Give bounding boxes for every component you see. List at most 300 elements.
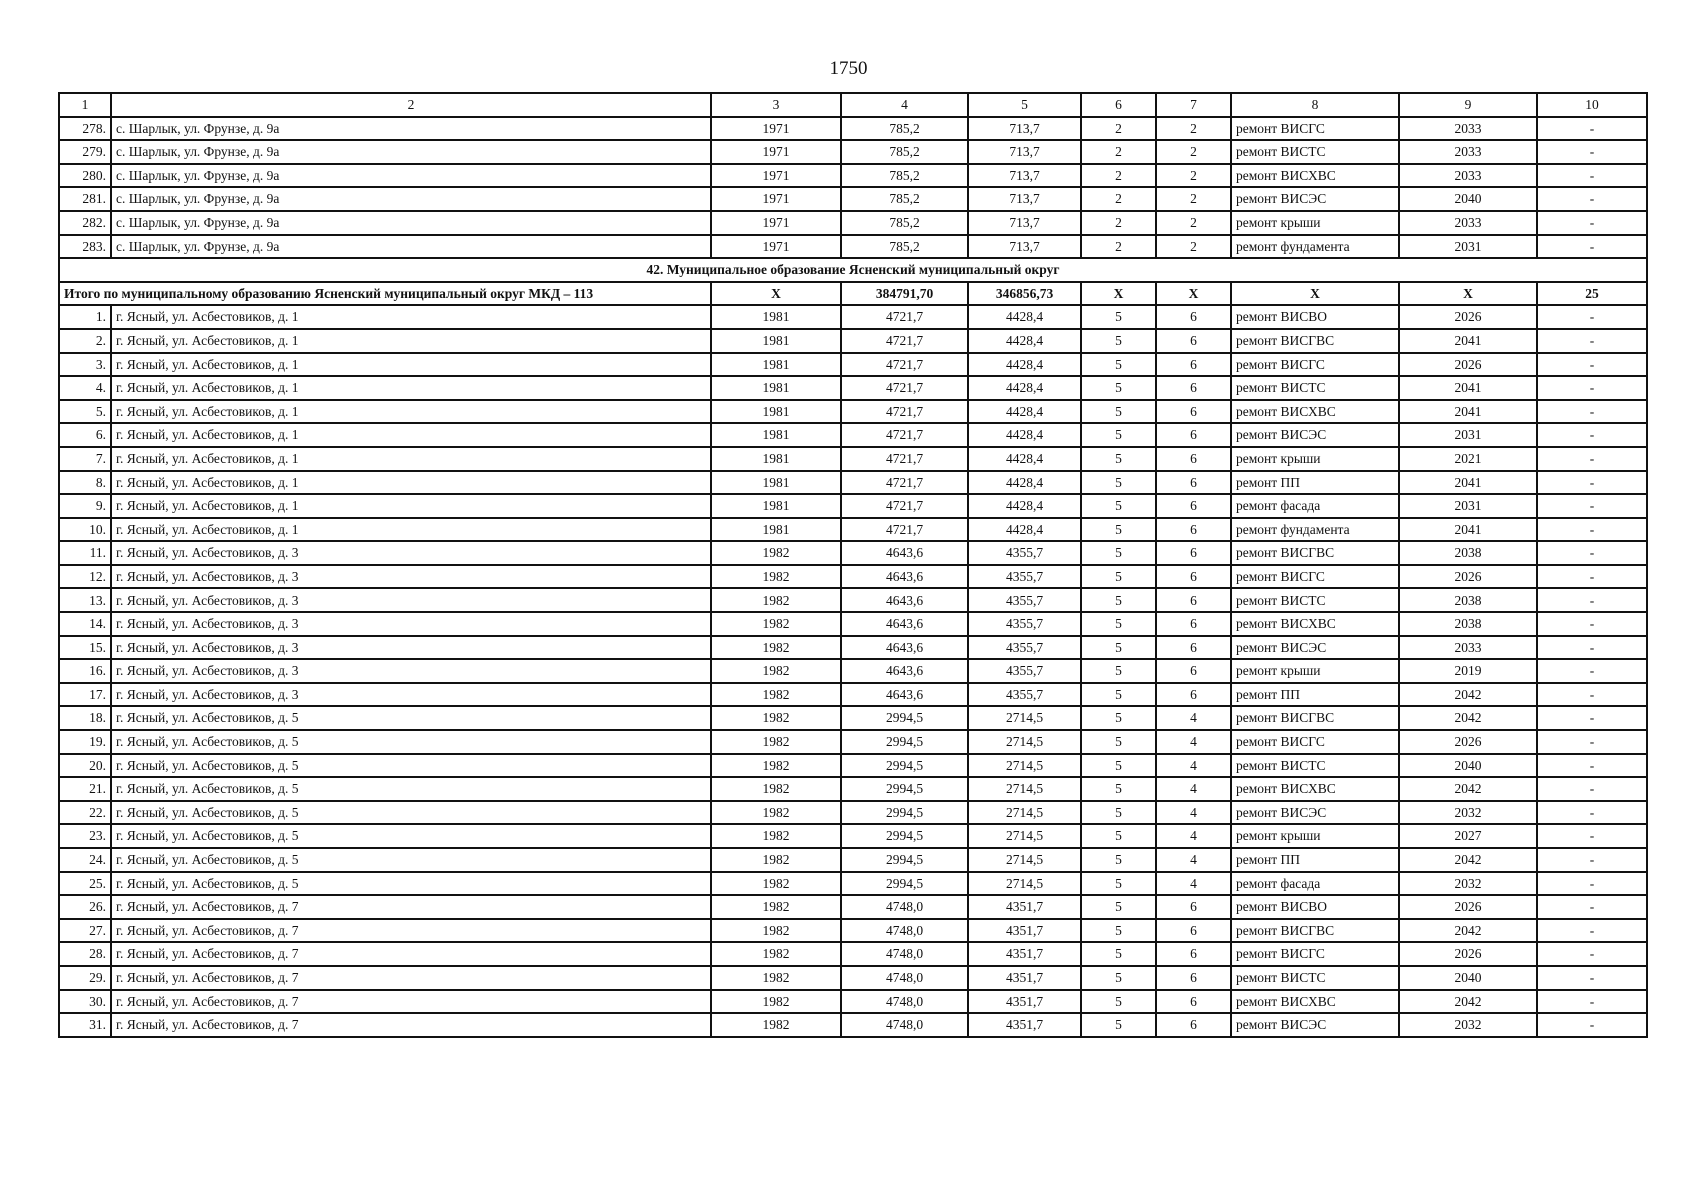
entrances-cell: 4 (1156, 706, 1231, 730)
living-area-cell: 2714,5 (968, 848, 1081, 872)
work-type-cell: ремонт ВИСЭС (1231, 1013, 1399, 1037)
section-title: 42. Муниципальное образование Ясненский муниципальный округ (59, 258, 1647, 282)
entrances-cell: 6 (1156, 305, 1231, 329)
planned-year-cell: 2033 (1399, 164, 1537, 188)
address-cell: г. Ясный, ул. Асбестовиков, д. 5 (111, 754, 711, 778)
note-cell: - (1537, 187, 1647, 211)
table-row (59, 801, 1647, 825)
floors-cell: 5 (1081, 801, 1156, 825)
living-area-cell: 4428,4 (968, 518, 1081, 542)
table-row (59, 919, 1647, 943)
build-year-cell: 1981 (711, 353, 841, 377)
living-area-cell: 713,7 (968, 235, 1081, 259)
note-cell: - (1537, 754, 1647, 778)
entrances-cell: 6 (1156, 966, 1231, 990)
planned-year-cell: 2033 (1399, 636, 1537, 660)
entrances-cell: 4 (1156, 777, 1231, 801)
floors-cell: 5 (1081, 706, 1156, 730)
work-type-cell: ремонт ВИСЭС (1231, 423, 1399, 447)
entrances-cell: 6 (1156, 919, 1231, 943)
planned-year-cell: 2040 (1399, 187, 1537, 211)
note-cell: - (1537, 565, 1647, 589)
build-year-cell: 1971 (711, 235, 841, 259)
address-cell: г. Ясный, ул. Асбестовиков, д. 1 (111, 518, 711, 542)
floors-cell: 2 (1081, 235, 1156, 259)
housing-repair-table (58, 92, 1648, 1038)
floors-cell: 5 (1081, 942, 1156, 966)
entrances-cell: 6 (1156, 565, 1231, 589)
row-number-cell: 16. (59, 659, 111, 683)
table-row (59, 376, 1647, 400)
table-row (59, 848, 1647, 872)
address-cell: г. Ясный, ул. Асбестовиков, д. 7 (111, 895, 711, 919)
living-area-cell: 713,7 (968, 164, 1081, 188)
total-cell: X (1399, 282, 1537, 306)
row-number-cell: 6. (59, 423, 111, 447)
note-cell: - (1537, 612, 1647, 636)
living-area-cell: 4428,4 (968, 447, 1081, 471)
floors-cell: 5 (1081, 966, 1156, 990)
work-type-cell: ремонт фундамента (1231, 518, 1399, 542)
total-area-cell: 4643,6 (841, 659, 968, 683)
build-year-cell: 1971 (711, 117, 841, 141)
work-type-cell: ремонт ВИСЭС (1231, 801, 1399, 825)
entrances-cell: 4 (1156, 872, 1231, 896)
work-type-cell: ремонт фасада (1231, 872, 1399, 896)
row-number-cell: 2. (59, 329, 111, 353)
total-area-cell: 2994,5 (841, 706, 968, 730)
row-number-cell: 24. (59, 848, 111, 872)
table-row (59, 730, 1647, 754)
total-area-cell: 2994,5 (841, 872, 968, 896)
floors-cell: 5 (1081, 305, 1156, 329)
build-year-cell: 1982 (711, 872, 841, 896)
build-year-cell: 1981 (711, 494, 841, 518)
row-number-cell: 14. (59, 612, 111, 636)
planned-year-cell: 2038 (1399, 588, 1537, 612)
work-type-cell: ремонт ВИСГВС (1231, 919, 1399, 943)
living-area-cell: 4428,4 (968, 471, 1081, 495)
page-number: 1750 (829, 58, 868, 79)
entrances-cell: 4 (1156, 824, 1231, 848)
build-year-cell: 1981 (711, 376, 841, 400)
note-cell: - (1537, 990, 1647, 1014)
note-cell: - (1537, 471, 1647, 495)
floors-cell: 5 (1081, 990, 1156, 1014)
floors-cell: 5 (1081, 824, 1156, 848)
entrances-cell: 4 (1156, 754, 1231, 778)
row-number-cell: 28. (59, 942, 111, 966)
entrances-cell: 6 (1156, 1013, 1231, 1037)
row-number-cell: 12. (59, 565, 111, 589)
note-cell: - (1537, 801, 1647, 825)
row-number-cell: 26. (59, 895, 111, 919)
table-row (59, 140, 1647, 164)
build-year-cell: 1982 (711, 612, 841, 636)
table-row (59, 447, 1647, 471)
total-label: Итого по муниципальному образованию Ясненский муниципальный округ МКД – 113 (59, 282, 711, 306)
floors-cell: 5 (1081, 659, 1156, 683)
total-area-cell: 785,2 (841, 187, 968, 211)
build-year-cell: 1981 (711, 447, 841, 471)
work-type-cell: ремонт ВИСТС (1231, 140, 1399, 164)
row-number-cell: 8. (59, 471, 111, 495)
header-cell: 5 (968, 93, 1081, 117)
header-cell: 10 (1537, 93, 1647, 117)
address-cell: г. Ясный, ул. Асбестовиков, д. 1 (111, 447, 711, 471)
table-row (59, 636, 1647, 660)
row-number-cell: 23. (59, 824, 111, 848)
address-cell: г. Ясный, ул. Асбестовиков, д. 5 (111, 777, 711, 801)
header-cell: 9 (1399, 93, 1537, 117)
total-cell: 384791,70 (841, 282, 968, 306)
total-area-cell: 4721,7 (841, 305, 968, 329)
table-row (59, 1013, 1647, 1037)
address-cell: г. Ясный, ул. Асбестовиков, д. 3 (111, 659, 711, 683)
total-area-cell: 4643,6 (841, 612, 968, 636)
row-number-cell: 20. (59, 754, 111, 778)
note-cell: - (1537, 376, 1647, 400)
build-year-cell: 1982 (711, 1013, 841, 1037)
entrances-cell: 6 (1156, 518, 1231, 542)
entrances-cell: 6 (1156, 447, 1231, 471)
planned-year-cell: 2032 (1399, 801, 1537, 825)
total-cell: X (1081, 282, 1156, 306)
address-cell: г. Ясный, ул. Асбестовиков, д. 5 (111, 730, 711, 754)
build-year-cell: 1981 (711, 305, 841, 329)
table-row (59, 565, 1647, 589)
work-type-cell: ремонт ПП (1231, 683, 1399, 707)
build-year-cell: 1982 (711, 754, 841, 778)
address-cell: г. Ясный, ул. Асбестовиков, д. 1 (111, 471, 711, 495)
address-cell: с. Шарлык, ул. Фрунзе, д. 9а (111, 235, 711, 259)
planned-year-cell: 2033 (1399, 140, 1537, 164)
address-cell: г. Ясный, ул. Асбестовиков, д. 7 (111, 966, 711, 990)
build-year-cell: 1982 (711, 848, 841, 872)
address-cell: г. Ясный, ул. Асбестовиков, д. 1 (111, 494, 711, 518)
address-cell: г. Ясный, ул. Асбестовиков, д. 1 (111, 400, 711, 424)
row-number-cell: 9. (59, 494, 111, 518)
address-cell: г. Ясный, ул. Асбестовиков, д. 3 (111, 683, 711, 707)
note-cell: - (1537, 659, 1647, 683)
work-type-cell: ремонт ВИСГВС (1231, 541, 1399, 565)
work-type-cell: ремонт ВИСТС (1231, 754, 1399, 778)
total-area-cell: 2994,5 (841, 824, 968, 848)
floors-cell: 5 (1081, 919, 1156, 943)
row-number-cell: 27. (59, 919, 111, 943)
address-cell: с. Шарлык, ул. Фрунзе, д. 9а (111, 187, 711, 211)
work-type-cell: ремонт ВИСХВС (1231, 990, 1399, 1014)
floors-cell: 5 (1081, 588, 1156, 612)
work-type-cell: ремонт ВИСГС (1231, 942, 1399, 966)
note-cell: - (1537, 117, 1647, 141)
entrances-cell: 4 (1156, 801, 1231, 825)
total-cell: X (711, 282, 841, 306)
living-area-cell: 4351,7 (968, 966, 1081, 990)
entrances-cell: 6 (1156, 423, 1231, 447)
note-cell: - (1537, 1013, 1647, 1037)
note-cell: - (1537, 824, 1647, 848)
table-row (59, 990, 1647, 1014)
living-area-cell: 4351,7 (968, 942, 1081, 966)
total-area-cell: 4748,0 (841, 1013, 968, 1037)
work-type-cell: ремонт ВИСТС (1231, 966, 1399, 990)
row-number-cell: 25. (59, 872, 111, 896)
address-cell: г. Ясный, ул. Асбестовиков, д. 7 (111, 1013, 711, 1037)
floors-cell: 5 (1081, 400, 1156, 424)
row-number-cell: 15. (59, 636, 111, 660)
total-cell: 25 (1537, 282, 1647, 306)
living-area-cell: 4428,4 (968, 305, 1081, 329)
note-cell: - (1537, 636, 1647, 660)
living-area-cell: 4428,4 (968, 423, 1081, 447)
total-area-cell: 4748,0 (841, 966, 968, 990)
entrances-cell: 4 (1156, 730, 1231, 754)
note-cell: - (1537, 706, 1647, 730)
planned-year-cell: 2041 (1399, 329, 1537, 353)
table-row (59, 824, 1647, 848)
address-cell: г. Ясный, ул. Асбестовиков, д. 3 (111, 588, 711, 612)
living-area-cell: 713,7 (968, 140, 1081, 164)
table-row (59, 966, 1647, 990)
row-number-cell: 5. (59, 400, 111, 424)
living-area-cell: 4355,7 (968, 659, 1081, 683)
work-type-cell: ремонт ВИСГС (1231, 117, 1399, 141)
row-number-cell: 280. (59, 164, 111, 188)
floors-cell: 5 (1081, 423, 1156, 447)
table-row (59, 329, 1647, 353)
note-cell: - (1537, 305, 1647, 329)
note-cell: - (1537, 848, 1647, 872)
total-area-cell: 4643,6 (841, 636, 968, 660)
total-cell: X (1231, 282, 1399, 306)
table-row (59, 164, 1647, 188)
note-cell: - (1537, 353, 1647, 377)
table-row (59, 235, 1647, 259)
living-area-cell: 2714,5 (968, 801, 1081, 825)
total-area-cell: 785,2 (841, 140, 968, 164)
table-row (59, 754, 1647, 778)
entrances-cell: 6 (1156, 471, 1231, 495)
living-area-cell: 4428,4 (968, 376, 1081, 400)
planned-year-cell: 2021 (1399, 447, 1537, 471)
address-cell: с. Шарлык, ул. Фрунзе, д. 9а (111, 140, 711, 164)
address-cell: с. Шарлык, ул. Фрунзе, д. 9а (111, 164, 711, 188)
note-cell: - (1537, 211, 1647, 235)
floors-cell: 2 (1081, 164, 1156, 188)
build-year-cell: 1981 (711, 400, 841, 424)
planned-year-cell: 2031 (1399, 494, 1537, 518)
row-number-cell: 22. (59, 801, 111, 825)
build-year-cell: 1971 (711, 187, 841, 211)
entrances-cell: 6 (1156, 636, 1231, 660)
table-row (59, 872, 1647, 896)
address-cell: г. Ясный, ул. Асбестовиков, д. 3 (111, 541, 711, 565)
build-year-cell: 1982 (711, 706, 841, 730)
living-area-cell: 4428,4 (968, 494, 1081, 518)
planned-year-cell: 2038 (1399, 541, 1537, 565)
floors-cell: 5 (1081, 683, 1156, 707)
address-cell: г. Ясный, ул. Асбестовиков, д. 7 (111, 990, 711, 1014)
total-area-cell: 2994,5 (841, 801, 968, 825)
work-type-cell: ремонт крыши (1231, 211, 1399, 235)
entrances-cell: 2 (1156, 164, 1231, 188)
table-row (59, 659, 1647, 683)
address-cell: г. Ясный, ул. Асбестовиков, д. 5 (111, 824, 711, 848)
work-type-cell: ремонт крыши (1231, 824, 1399, 848)
header-cell: 7 (1156, 93, 1231, 117)
row-number-cell: 3. (59, 353, 111, 377)
build-year-cell: 1981 (711, 423, 841, 447)
note-cell: - (1537, 400, 1647, 424)
living-area-cell: 2714,5 (968, 706, 1081, 730)
floors-cell: 5 (1081, 518, 1156, 542)
total-area-cell: 4721,7 (841, 518, 968, 542)
work-type-cell: ремонт ВИСГС (1231, 353, 1399, 377)
planned-year-cell: 2040 (1399, 754, 1537, 778)
work-type-cell: ремонт ВИСЭС (1231, 636, 1399, 660)
build-year-cell: 1982 (711, 966, 841, 990)
living-area-cell: 4428,4 (968, 329, 1081, 353)
note-cell: - (1537, 329, 1647, 353)
entrances-cell: 2 (1156, 187, 1231, 211)
floors-cell: 5 (1081, 447, 1156, 471)
total-area-cell: 2994,5 (841, 730, 968, 754)
living-area-cell: 4355,7 (968, 683, 1081, 707)
living-area-cell: 4355,7 (968, 541, 1081, 565)
table-row (59, 211, 1647, 235)
work-type-cell: ремонт ВИСГВС (1231, 706, 1399, 730)
header-cell: 2 (111, 93, 711, 117)
planned-year-cell: 2042 (1399, 777, 1537, 801)
planned-year-cell: 2026 (1399, 353, 1537, 377)
build-year-cell: 1982 (711, 683, 841, 707)
total-area-cell: 4721,7 (841, 423, 968, 447)
table-row (59, 777, 1647, 801)
floors-cell: 2 (1081, 211, 1156, 235)
note-cell: - (1537, 494, 1647, 518)
entrances-cell: 6 (1156, 683, 1231, 707)
living-area-cell: 4355,7 (968, 636, 1081, 660)
note-cell: - (1537, 919, 1647, 943)
row-number-cell: 31. (59, 1013, 111, 1037)
note-cell: - (1537, 942, 1647, 966)
row-number-cell: 30. (59, 990, 111, 1014)
living-area-cell: 713,7 (968, 211, 1081, 235)
note-cell: - (1537, 872, 1647, 896)
address-cell: г. Ясный, ул. Асбестовиков, д. 3 (111, 636, 711, 660)
total-area-cell: 785,2 (841, 211, 968, 235)
planned-year-cell: 2041 (1399, 400, 1537, 424)
work-type-cell: ремонт крыши (1231, 447, 1399, 471)
note-cell: - (1537, 541, 1647, 565)
total-area-cell: 4643,6 (841, 683, 968, 707)
living-area-cell: 2714,5 (968, 824, 1081, 848)
living-area-cell: 4355,7 (968, 588, 1081, 612)
build-year-cell: 1982 (711, 801, 841, 825)
note-cell: - (1537, 235, 1647, 259)
header-cell: 6 (1081, 93, 1156, 117)
build-year-cell: 1982 (711, 541, 841, 565)
entrances-cell: 6 (1156, 612, 1231, 636)
table-row (59, 423, 1647, 447)
row-number-cell: 13. (59, 588, 111, 612)
floors-cell: 5 (1081, 353, 1156, 377)
work-type-cell: ремонт ВИСХВС (1231, 777, 1399, 801)
row-number-cell: 278. (59, 117, 111, 141)
planned-year-cell: 2032 (1399, 1013, 1537, 1037)
header-cell: 4 (841, 93, 968, 117)
address-cell: г. Ясный, ул. Асбестовиков, д. 1 (111, 353, 711, 377)
note-cell: - (1537, 518, 1647, 542)
total-area-cell: 4748,0 (841, 990, 968, 1014)
floors-cell: 5 (1081, 612, 1156, 636)
planned-year-cell: 2032 (1399, 872, 1537, 896)
row-number-cell: 283. (59, 235, 111, 259)
total-area-cell: 4643,6 (841, 565, 968, 589)
table-row (59, 400, 1647, 424)
entrances-cell: 6 (1156, 353, 1231, 377)
work-type-cell: ремонт ВИСХВС (1231, 164, 1399, 188)
work-type-cell: ремонт ПП (1231, 471, 1399, 495)
living-area-cell: 2714,5 (968, 872, 1081, 896)
address-cell: с. Шарлык, ул. Фрунзе, д. 9а (111, 117, 711, 141)
work-type-cell: ремонт ВИСВО (1231, 895, 1399, 919)
table-row (59, 612, 1647, 636)
planned-year-cell: 2042 (1399, 683, 1537, 707)
living-area-cell: 4351,7 (968, 990, 1081, 1014)
work-type-cell: ремонт ВИСТС (1231, 588, 1399, 612)
address-cell: с. Шарлык, ул. Фрунзе, д. 9а (111, 211, 711, 235)
build-year-cell: 1982 (711, 636, 841, 660)
table-row (59, 895, 1647, 919)
living-area-cell: 4351,7 (968, 1013, 1081, 1037)
living-area-cell: 4355,7 (968, 565, 1081, 589)
planned-year-cell: 2031 (1399, 423, 1537, 447)
planned-year-cell: 2041 (1399, 376, 1537, 400)
note-cell: - (1537, 683, 1647, 707)
total-area-cell: 4721,7 (841, 400, 968, 424)
entrances-cell: 6 (1156, 588, 1231, 612)
address-cell: г. Ясный, ул. Асбестовиков, д. 3 (111, 612, 711, 636)
planned-year-cell: 2031 (1399, 235, 1537, 259)
planned-year-cell: 2041 (1399, 518, 1537, 542)
table-row (59, 942, 1647, 966)
floors-cell: 5 (1081, 541, 1156, 565)
total-area-cell: 2994,5 (841, 848, 968, 872)
total-area-cell: 4748,0 (841, 919, 968, 943)
build-year-cell: 1982 (711, 730, 841, 754)
note-cell: - (1537, 588, 1647, 612)
entrances-cell: 6 (1156, 659, 1231, 683)
row-number-cell: 17. (59, 683, 111, 707)
build-year-cell: 1982 (711, 588, 841, 612)
address-cell: г. Ясный, ул. Асбестовиков, д. 1 (111, 329, 711, 353)
floors-cell: 2 (1081, 140, 1156, 164)
living-area-cell: 4428,4 (968, 353, 1081, 377)
build-year-cell: 1982 (711, 659, 841, 683)
planned-year-cell: 2026 (1399, 942, 1537, 966)
address-cell: г. Ясный, ул. Асбестовиков, д. 7 (111, 919, 711, 943)
work-type-cell: ремонт ВИСТС (1231, 376, 1399, 400)
build-year-cell: 1971 (711, 140, 841, 164)
build-year-cell: 1981 (711, 471, 841, 495)
row-number-cell: 279. (59, 140, 111, 164)
row-number-cell: 4. (59, 376, 111, 400)
table-row (59, 353, 1647, 377)
total-area-cell: 4721,7 (841, 376, 968, 400)
living-area-cell: 2714,5 (968, 754, 1081, 778)
